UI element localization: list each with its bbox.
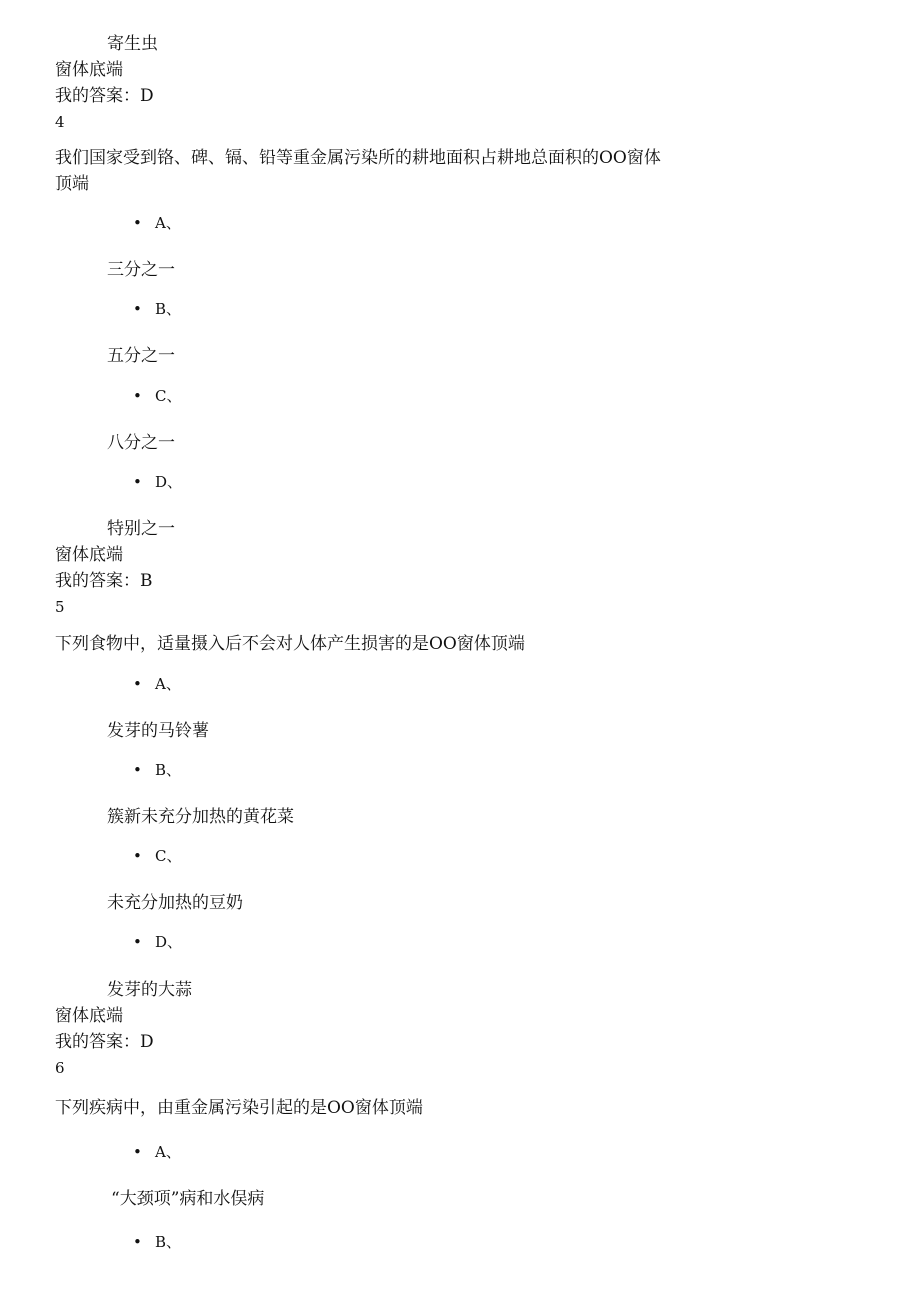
option-bullet-d	[133, 931, 182, 953]
option-bullet-b	[133, 1231, 181, 1253]
option-label: C、	[155, 387, 182, 405]
option-label: C、	[155, 847, 182, 865]
bullet-icon: •	[133, 387, 142, 405]
option-text: 未充分加热的豆奶	[107, 893, 243, 913]
bullet-icon: •	[133, 214, 142, 232]
question-number: 4	[55, 113, 65, 131]
option-bullet-a	[133, 1141, 181, 1163]
option-bullet-c	[133, 845, 181, 867]
option-label: A、	[155, 1143, 181, 1161]
bullet-icon: •	[133, 761, 142, 779]
question-number: 6	[55, 1059, 65, 1077]
bullet-icon: •	[133, 1233, 142, 1251]
question-text: 下列食物中，适量摄入后不会对人体产生损害的是OO窗体顶端	[55, 634, 525, 654]
option-label: B、	[155, 300, 182, 318]
option-bullet-a	[133, 673, 181, 695]
option-label: D、	[155, 933, 183, 951]
window-bottom-label: 窗体底端	[55, 1006, 123, 1026]
bullet-icon: •	[133, 675, 142, 693]
option-label: A、	[155, 214, 181, 232]
option-label: B、	[155, 1233, 182, 1251]
option-bullet-a	[133, 212, 181, 234]
option-bullet-b	[133, 298, 181, 320]
question-number: 5	[55, 598, 65, 616]
question-text: 下列疾病中，由重金属污染引起的是OO窗体顶端	[55, 1098, 423, 1118]
window-bottom-label: 窗体底端	[55, 545, 123, 565]
option-text: 五分之一	[107, 346, 175, 366]
answer-line: 我的答案：D	[55, 1032, 154, 1052]
answer-line: 我的答案：D	[55, 86, 154, 106]
answer-line: 我的答案：B	[55, 571, 153, 591]
option-text: 寄生虫	[107, 34, 158, 54]
option-bullet-d	[133, 471, 182, 493]
option-bullet-b	[133, 759, 181, 781]
question-text: 我们国家受到铬、碑、镉、铅等重金属污染所的耕地面积占耕地总面积的OO窗体	[55, 148, 661, 168]
option-text: “大颈项”病和水俣病	[111, 1189, 265, 1209]
option-text: 发芽的大蒜	[107, 980, 192, 1000]
bullet-icon: •	[133, 933, 142, 951]
option-text: 八分之一	[107, 433, 175, 453]
bullet-icon: •	[133, 300, 142, 318]
option-label: D、	[155, 473, 183, 491]
question-text-continued: 顶端	[55, 174, 89, 194]
bullet-icon: •	[133, 847, 142, 865]
option-text: 簇新未充分加热的黄花菜	[107, 807, 294, 827]
window-bottom-label: 窗体底端	[55, 60, 123, 80]
option-label: A、	[155, 675, 181, 693]
bullet-icon: •	[133, 1143, 142, 1161]
bullet-icon: •	[133, 473, 142, 491]
option-text: 特别之一	[107, 519, 175, 539]
option-bullet-c	[133, 385, 181, 407]
option-text: 发芽的马铃薯	[107, 721, 209, 741]
option-text: 三分之一	[107, 260, 175, 280]
option-label: B、	[155, 761, 182, 779]
